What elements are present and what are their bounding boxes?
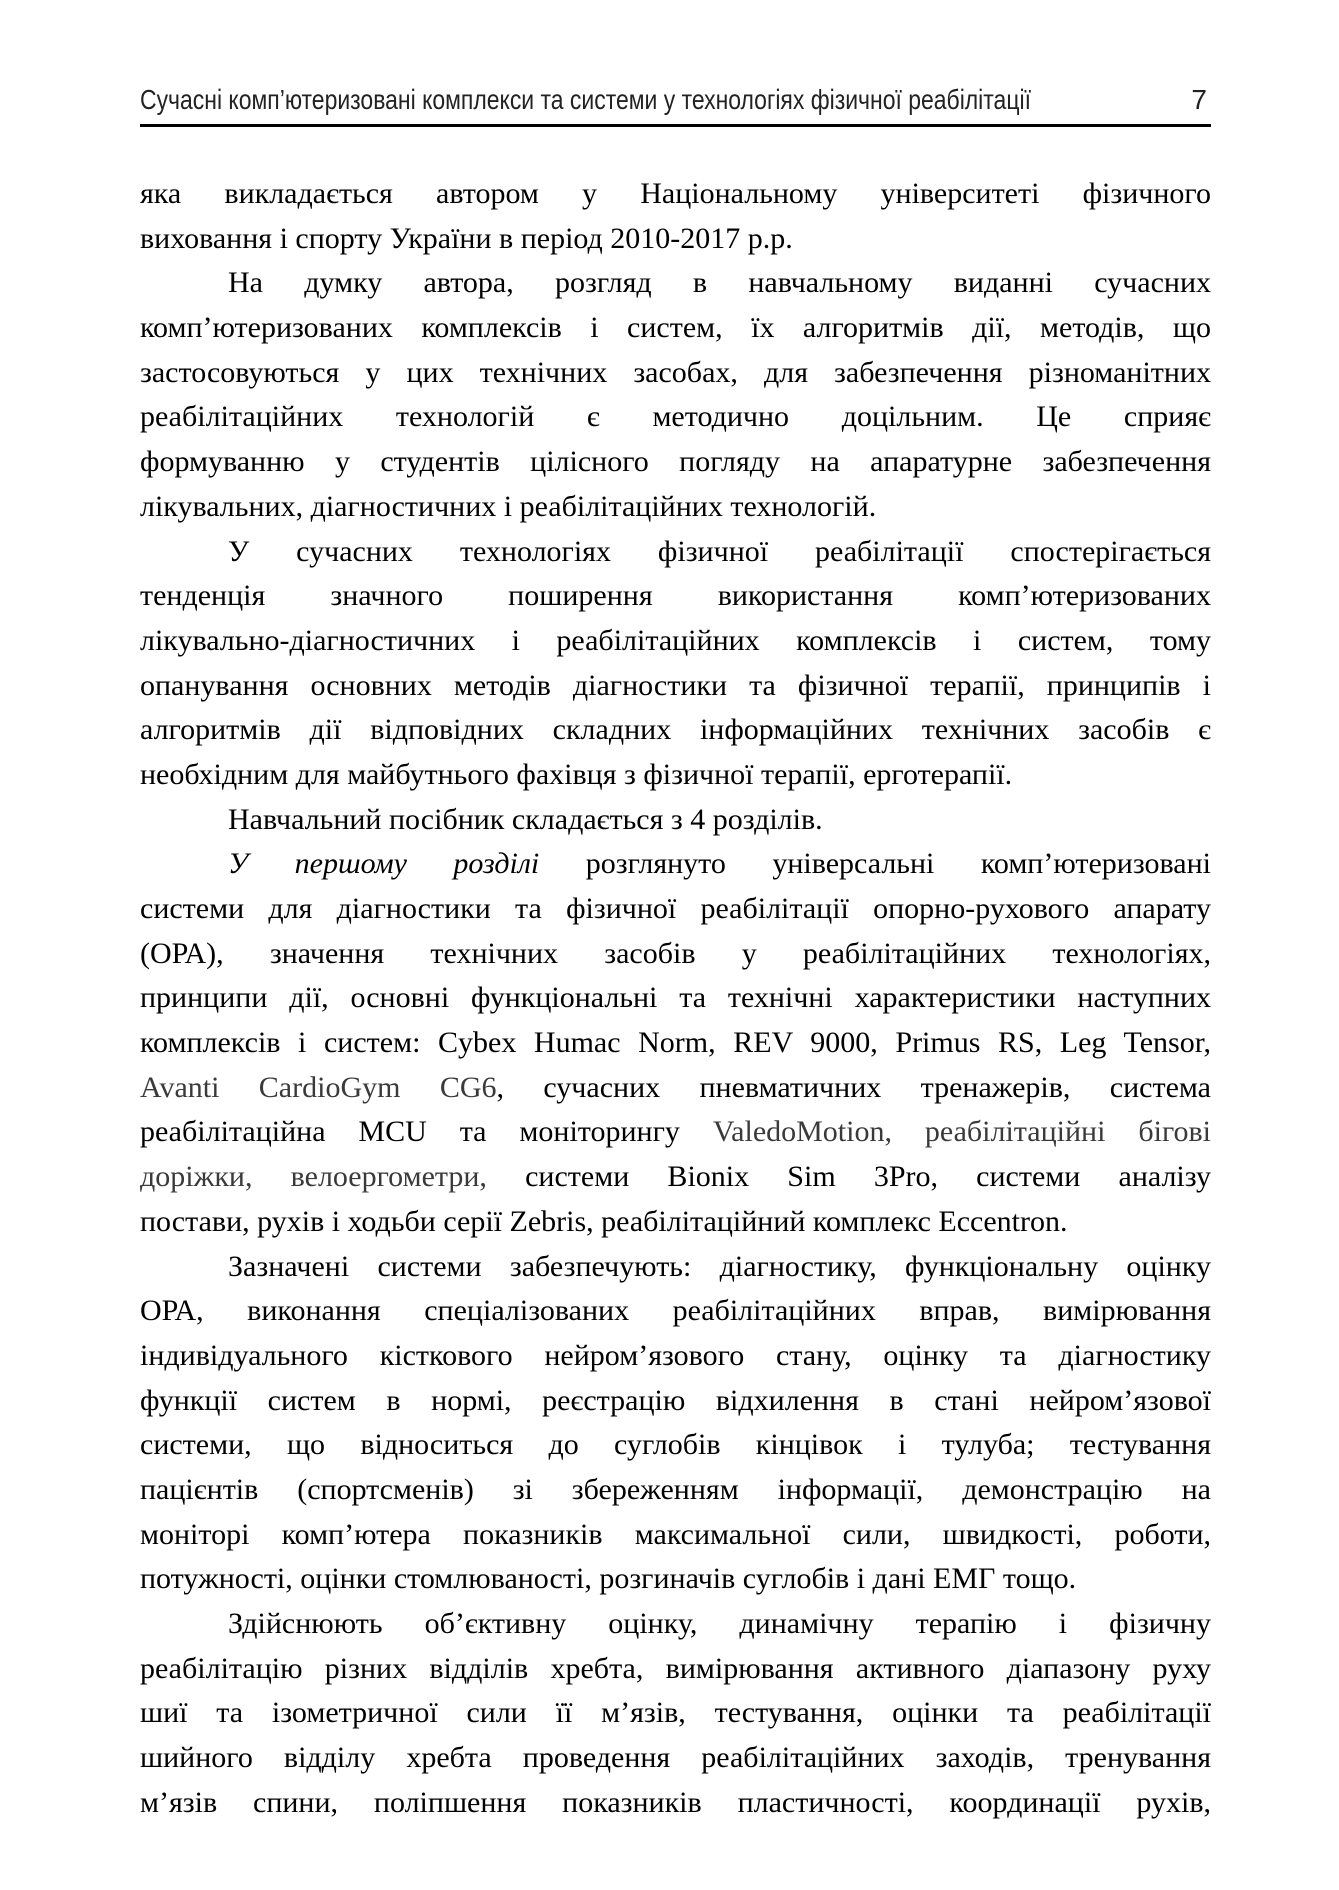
- text-span: Avanti CardioGym CG6: [140, 1070, 497, 1104]
- text-line: моніторі комп’ютера показників максимальної сили, швидкості, роботи,: [140, 1517, 1211, 1551]
- paragraph: [140, 1602, 1211, 1825]
- header-title: Сучасні комп’ютеризовані комплекси та системи у технологіях фізичної реабілітації: [140, 84, 1031, 115]
- text-line: [140, 1110, 1211, 1155]
- text-span: системи Bionix Sim 3Pro, системи аналізу: [486, 1160, 1211, 1194]
- text-span: доріжки, велоергометри,: [140, 1160, 487, 1194]
- text-line: принципи дії, основні функціональні та технічні характеристики наступних: [140, 981, 1211, 1015]
- text-span: реабілітаційна MCU та моніторингу: [140, 1115, 713, 1149]
- text-line: лікувально-діагностичних і реабілітаційних комплексів і систем, тому: [140, 623, 1211, 657]
- italic-text: У першому розділі: [228, 847, 540, 881]
- text-line: [140, 1066, 1211, 1111]
- paragraph: [140, 530, 1211, 798]
- paragraph: [140, 261, 1211, 529]
- text-span: ValedoMotion, реабілітаційні бігові: [712, 1115, 1211, 1149]
- text-line: Навчальний посібник складається з 4 розділів.: [228, 802, 823, 836]
- paragraph: [140, 842, 1211, 1244]
- text-line: реабілітацію різних відділів хребта, вимірювання активного діапазону руху: [140, 1651, 1211, 1685]
- text-line: алгоритмів дії відповідних складних інформаційних технічних засобів є: [140, 713, 1211, 747]
- text-line: реабілітаційних технологій є методично доцільним. Це сприяє: [140, 400, 1211, 434]
- text-line: опанування основних методів діагностики та фізичної терапії, принципів і: [140, 668, 1211, 702]
- text-line: Зазначені системи забезпечують: діагностику, функціональну оцінку: [228, 1249, 1211, 1283]
- running-header: [140, 78, 1211, 127]
- text-span: , сучасних пневматичних тренажерів, система: [496, 1070, 1212, 1104]
- text-line: системи, що відноситься до суглобів кінцівок і тулуба; тестування: [140, 1428, 1211, 1462]
- text-line: лікувальних, діагностичних і реабілітаційних технологій.: [140, 489, 877, 523]
- text-line: виховання і спорту України в період 2010-2017 р.р.: [140, 221, 793, 255]
- text-line: шиї та ізометричної сили її м’язів, тестування, оцінки та реабілітації: [140, 1696, 1211, 1730]
- paragraph: [140, 798, 1211, 843]
- paragraph: [140, 172, 1211, 261]
- paragraph: [140, 1245, 1211, 1603]
- text-line: [140, 1155, 1211, 1200]
- text-line: комп’ютеризованих комплексів і систем, їх алгоритмів дії, методів, що: [140, 311, 1211, 345]
- text-line: м’язів спини, поліпшення показників пластичності, координації рухів,: [140, 1785, 1211, 1819]
- page-number: 7: [1191, 84, 1207, 115]
- text-line: потужності, оцінки стомлюваності, розгиначів суглобів і дані ЕМГ тощо.: [140, 1562, 1077, 1596]
- text-line: У сучасних технологіях фізичної реабілітації спостерігається: [228, 534, 1211, 568]
- text-line: функції систем в нормі, реєстрацію відхилення в стані нейром’язової: [140, 1383, 1211, 1417]
- body-text: [140, 172, 1211, 1825]
- text-line: пацієнтів (спортсменів) зі збереженням інформації, демонстрацію на: [140, 1472, 1211, 1506]
- text-line: На думку автора, розгляд в навчальному виданні сучасних: [228, 266, 1211, 300]
- text-line: тенденція значного поширення використання комп’ютеризованих: [140, 579, 1211, 613]
- text-line: Здійснюють об’єктивну оцінку, динамічну терапію і фізичну: [228, 1607, 1211, 1640]
- text-line: індивідуального кісткового нейром’язового стану, оцінку та діагностику: [140, 1338, 1211, 1372]
- text-line: необхідним для майбутнього фахівця з фізичної терапії, ерготерапії.: [140, 757, 1013, 791]
- text-span: розглянуто універсальні комп’ютеризовані: [539, 847, 1211, 881]
- text-line: застосовуються у цих технічних засобах, для забезпечення різноманітних: [140, 355, 1211, 389]
- text-line: шийного відділу хребта проведення реабілітаційних заходів, тренування: [140, 1741, 1211, 1775]
- text-line: комплексів і систем: Cybex Humac Norm, REV 9000, Primus RS, Leg Tensor,: [140, 1026, 1211, 1060]
- text-line: (ОРА), значення технічних засобів у реабілітаційних технологіях,: [140, 936, 1211, 970]
- text-line: ОРА, виконання спеціалізованих реабілітаційних вправ, вимірювання: [140, 1294, 1211, 1328]
- text-line: яка викладається автором у Національному університеті фізичного: [140, 177, 1211, 210]
- text-line: постави, рухів і ходьби серії Zebris, реабілітаційний комплекс Eccentron.: [140, 1204, 1068, 1238]
- text-line: формуванню у студентів цілісного погляду на апаратурне забезпечення: [140, 445, 1211, 479]
- text-line: [140, 842, 1211, 887]
- text-line: системи для діагностики та фізичної реабілітації опорно-рухового апарату: [140, 892, 1211, 925]
